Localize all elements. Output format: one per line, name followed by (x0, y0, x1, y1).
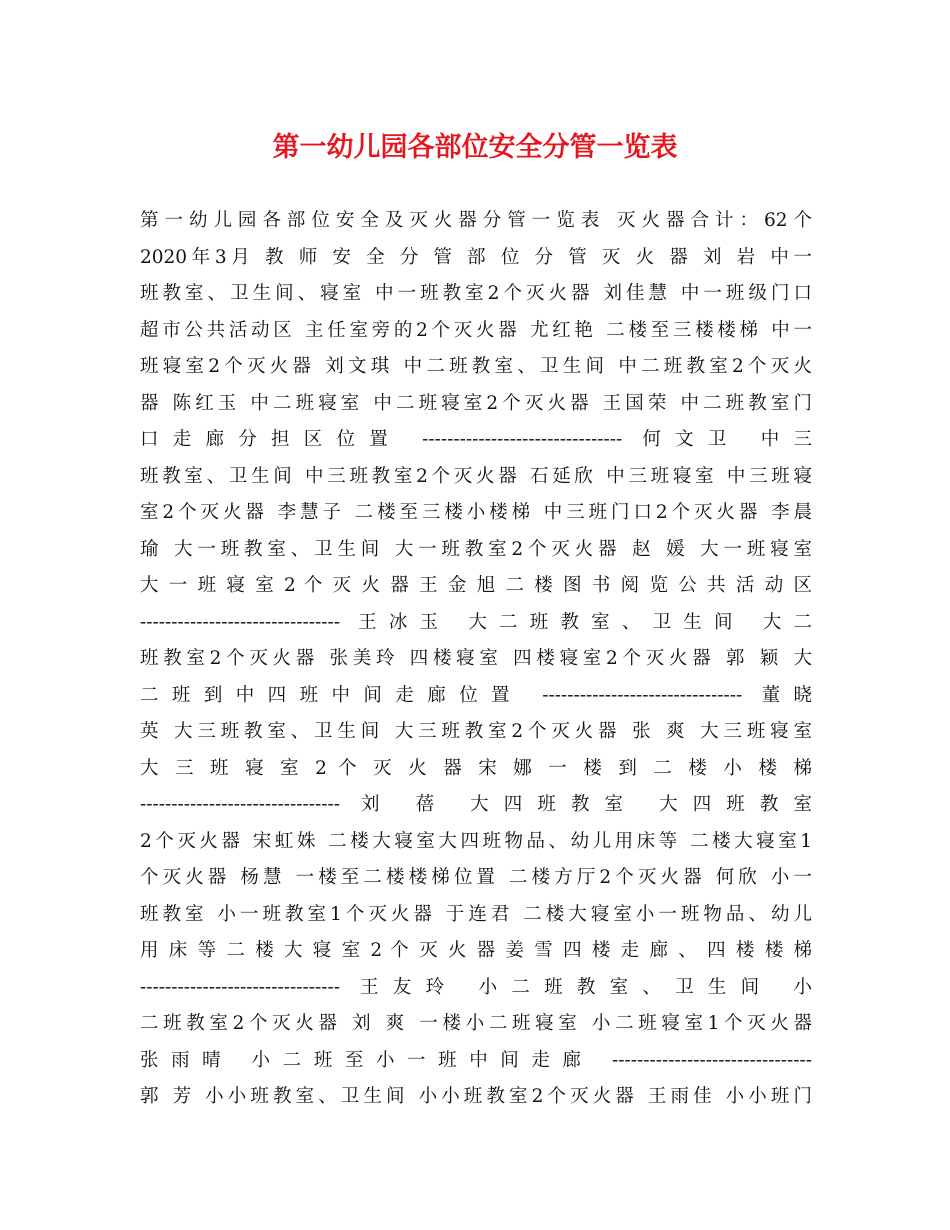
body-line: 用 床 等 二 楼 大 寝 室 2 个 灭 火 器 姜 雪 四 楼 走 廊 、 四 楼 楼 梯 (140, 940, 812, 961)
body-line: 2020年3月 教 师 安 全 分 管 部 位 分 管 灭 火 器 刘 岩 中一 (140, 246, 812, 268)
document-body (140, 203, 812, 1116)
body-line: 班教室、卫生间、寝室 中一班教室2个灭火器 刘佳慧 中一班级门口 (140, 283, 812, 304)
body-line: 郭 芳 小小班教室、卫生间 小小班教室2个灭火器 王雨佳 小小班门 (140, 1086, 812, 1107)
body-line: 口走廊分担区位置 -------------------------------- 何文卫 中三 (140, 429, 812, 450)
body-line: 班教室、卫生间 中三班教室2个灭火器 石延欣 中三班寝室 中三班寝 (140, 465, 812, 487)
body-line: 个灭火器 杨慧 一楼至二楼楼梯位置 二楼方厅2个灭火器 何欣 小一 (140, 867, 812, 888)
body-line: 器 陈红玉 中二班寝室 中二班寝室2个灭火器 王国荣 中二班教室门 (140, 392, 812, 414)
body-line: 班教室 小一班教室1个灭火器 于连君 二楼大寝室小一班物品、幼儿 (140, 903, 812, 925)
body-line: -------------------------------- 王冰玉 大二班教室、卫生间 大二 (140, 611, 812, 633)
body-line: 张雨晴 小二班至小一班中间走廊 -------------------------------- (140, 1049, 812, 1071)
body-line: 2个灭火器 宋虹姝 二楼大寝室大四班物品、幼儿用床等 二楼大寝室1 (140, 830, 812, 852)
body-line: -------------------------------- 王友玲 小二班教室、卫生间 小 (140, 976, 812, 998)
body-line: 超市公共活动区 主任室旁的2个灭火器 尤红艳 二楼至三楼楼梯 中一 (140, 319, 812, 341)
body-line: 室2个灭火器 李慧子 二楼至三楼小楼梯 中三班门口2个灭火器 李晨 (140, 502, 812, 523)
body-line: 大 三 班 寝 室 2 个 灭 火 器 宋 娜 一 楼 到 二 楼 小 楼 梯 (140, 757, 812, 779)
body-line: 班寝室2个灭火器 刘文琪 中二班教室、卫生间 中二班教室2个灭火 (140, 356, 812, 377)
body-line: 英 大三班教室、卫生间 大三班教室2个灭火器 张 爽 大三班寝室 (140, 721, 812, 742)
document-title: 第一幼儿园各部位安全分管一览表 (272, 132, 678, 163)
body-line: 第一幼儿园各部位安全及灭火器分管一览表 灭火器合计：62个 (140, 210, 812, 231)
body-line: 二班到中四班中间走廊位置 -------------------------------- 董晓 (140, 684, 812, 706)
body-line: 大 一 班 寝 室 2 个 灭 火 器 王 金 旭 二 楼 图 书 阅 览 公 共 活 动 区 (140, 575, 812, 596)
body-line: 瑜 大一班教室、卫生间 大一班教室2个灭火器 赵 媛 大一班寝室 (140, 538, 812, 560)
body-line: 二班教室2个灭火器 刘 爽 一楼小二班寝室 小二班寝室1个灭火器 (140, 1013, 812, 1034)
body-line: -------------------------------- 刘 蓓 大四班教室 大四班教室 (140, 794, 812, 815)
body-line: 班教室2个灭火器 张美玲 四楼寝室 四楼寝室2个灭火器 郭 颖 大 (140, 648, 812, 669)
